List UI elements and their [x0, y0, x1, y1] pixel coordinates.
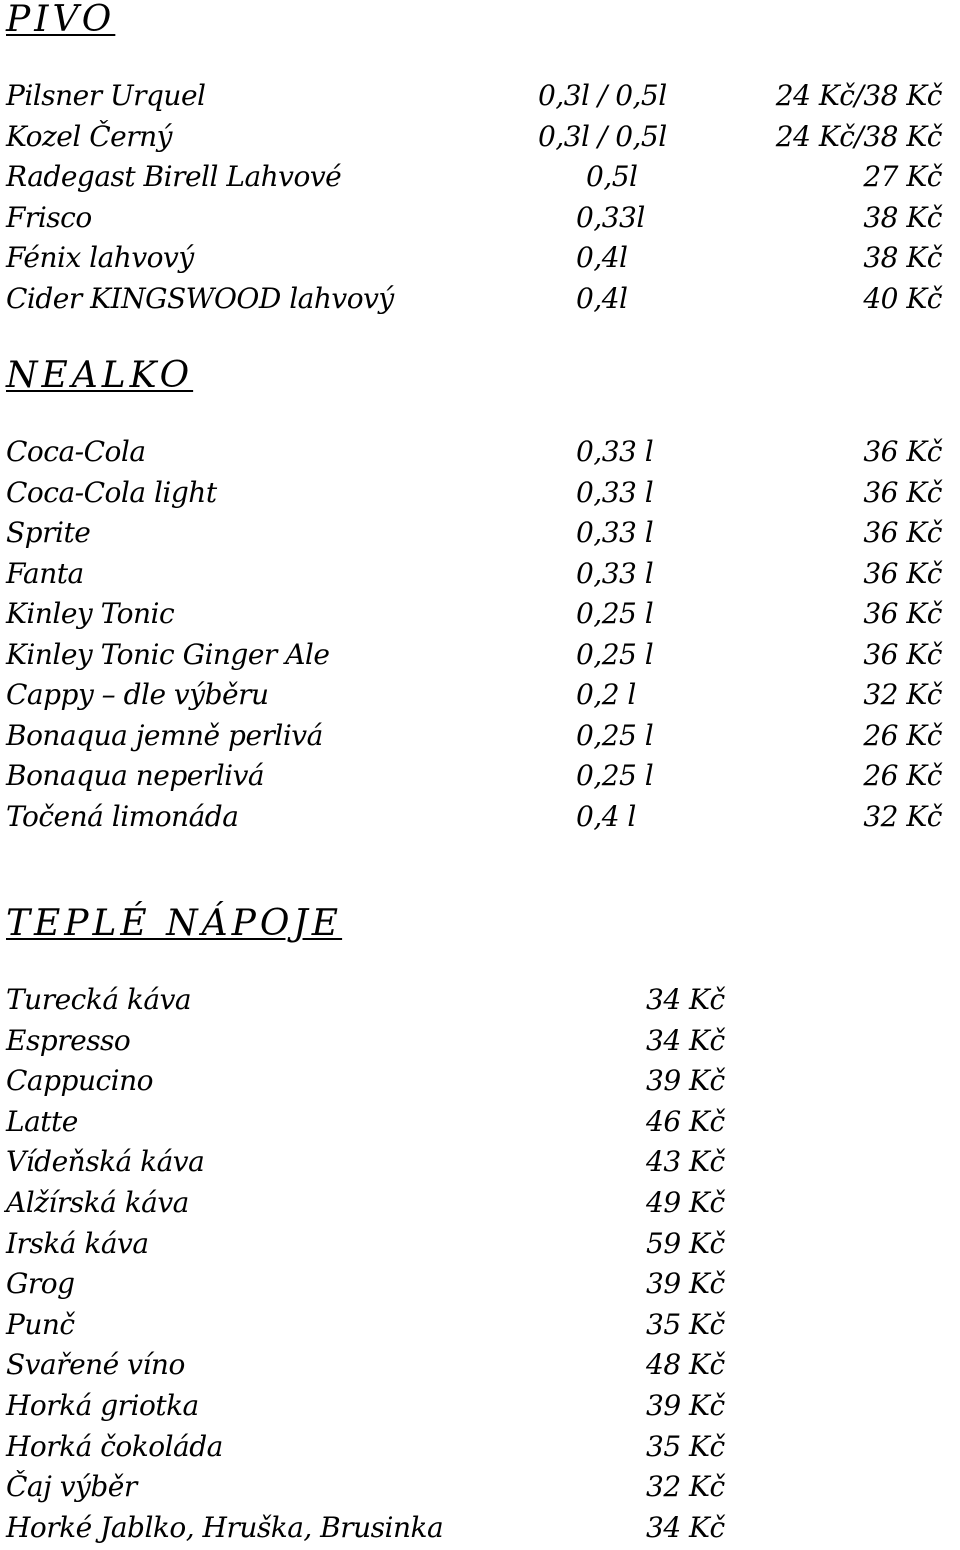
item-name: Vídeňská káva	[6, 1145, 205, 1179]
item-name: Irská káva	[6, 1226, 149, 1260]
item-name: Fanta	[6, 556, 84, 590]
item-name: Cappucino	[6, 1064, 154, 1098]
list-item	[6, 198, 954, 239]
item-volume: 0,25 l	[576, 759, 654, 792]
item-price: 24 Kč/38 Kč	[775, 119, 942, 153]
item-price: 26 Kč	[863, 759, 942, 792]
item-price: 26 Kč	[863, 718, 942, 752]
list-item	[6, 279, 954, 320]
item-volume: 0,33 l	[576, 556, 654, 590]
item-price: 35 Kč	[646, 1429, 725, 1463]
list-item	[6, 1061, 954, 1102]
item-name: Bonaqua jemně perlivá	[6, 718, 323, 752]
hot-drinks-list	[6, 980, 954, 1548]
list-item	[6, 1264, 954, 1305]
item-name: Bonaqua neperlivá	[6, 759, 265, 792]
list-item	[6, 1508, 954, 1549]
item-price: 49 Kč	[646, 1185, 725, 1219]
item-name: Sprite	[6, 516, 91, 549]
item-price: 39 Kč	[646, 1388, 725, 1422]
item-price: 46 Kč	[646, 1104, 725, 1138]
list-item	[6, 1183, 954, 1224]
item-price: 38 Kč	[863, 200, 942, 234]
item-volume: 0,33l	[576, 200, 645, 234]
list-item	[6, 594, 954, 635]
item-volume: 0,4l	[576, 241, 628, 274]
item-name: Cappy – dle výběru	[6, 678, 269, 711]
item-price: 27 Kč	[863, 160, 942, 193]
item-volume: 0,33 l	[576, 475, 654, 509]
item-price: 32 Kč	[863, 799, 942, 833]
item-price: 43 Kč	[646, 1145, 725, 1179]
list-item	[6, 1305, 954, 1346]
list-item	[6, 980, 954, 1021]
item-name: Coca-Cola light	[6, 475, 217, 509]
list-item	[6, 1102, 954, 1143]
item-price: 59 Kč	[646, 1226, 725, 1260]
list-item	[6, 675, 954, 716]
item-name: Horká griotka	[6, 1388, 199, 1422]
section-title-teple-napoje: TEPLÉ NÁPOJE	[6, 903, 343, 944]
item-price: 36 Kč	[863, 597, 942, 630]
item-name: Kinley Tonic	[6, 597, 175, 630]
item-price: 36 Kč	[863, 556, 942, 590]
list-item	[6, 238, 954, 279]
soft-drinks-list	[6, 432, 954, 837]
item-volume: 0,25 l	[576, 637, 654, 671]
list-item	[6, 432, 954, 473]
item-volume: 0,3l / 0,5l	[538, 119, 667, 153]
list-item	[6, 1224, 954, 1265]
item-price: 40 Kč	[863, 281, 942, 315]
item-volume: 0,33 l	[576, 435, 654, 468]
list-item	[6, 756, 954, 797]
item-price: 34 Kč	[646, 1510, 725, 1544]
item-price: 24 Kč/38 Kč	[775, 79, 942, 112]
list-item	[6, 1021, 954, 1062]
item-price: 32 Kč	[646, 1470, 725, 1504]
item-name: Grog	[6, 1267, 75, 1301]
list-item	[6, 76, 954, 117]
item-name: Točená limonáda	[6, 799, 239, 833]
item-name: Coca-Cola	[6, 435, 146, 468]
list-item	[6, 716, 954, 757]
list-item	[6, 635, 954, 676]
item-price: 34 Kč	[646, 983, 725, 1016]
item-name: Alžírská káva	[6, 1185, 189, 1219]
list-item	[6, 1386, 954, 1427]
item-volume: 0,33 l	[576, 516, 654, 549]
item-volume: 0,3l / 0,5l	[538, 79, 667, 112]
list-item	[6, 513, 954, 554]
beer-list	[6, 76, 954, 319]
item-name: Frisco	[6, 200, 92, 234]
item-price: 38 Kč	[863, 241, 942, 274]
list-item	[6, 797, 954, 838]
list-item	[6, 1345, 954, 1386]
item-volume: 0,2 l	[576, 678, 636, 711]
item-name: Radegast Birell Lahvové	[6, 160, 342, 193]
section-title-pivo: PIVO	[6, 0, 116, 40]
item-name: Espresso	[6, 1023, 131, 1057]
list-item	[6, 1427, 954, 1468]
item-name: Kinley Tonic Ginger Ale	[6, 637, 330, 671]
item-price: 34 Kč	[646, 1023, 725, 1057]
item-name: Pilsner Urquel	[6, 79, 206, 112]
item-name: Fénix lahvový	[6, 241, 194, 274]
item-volume: 0,25 l	[576, 597, 654, 630]
list-item	[6, 473, 954, 514]
list-item	[6, 157, 954, 198]
list-item	[6, 1467, 954, 1508]
item-volume: 0,4 l	[576, 799, 636, 833]
item-price: 39 Kč	[646, 1267, 725, 1301]
item-price: 39 Kč	[646, 1064, 725, 1098]
item-name: Horká čokoláda	[6, 1429, 223, 1463]
item-name: Turecká káva	[6, 983, 192, 1016]
list-item	[6, 1142, 954, 1183]
item-name: Svařené víno	[6, 1348, 185, 1382]
item-volume: 0,5l	[586, 160, 638, 193]
item-price: 36 Kč	[863, 475, 942, 509]
item-price: 36 Kč	[863, 516, 942, 549]
item-name: Horké Jablko, Hruška, Brusinka	[6, 1510, 444, 1544]
item-price: 36 Kč	[863, 637, 942, 671]
item-name: Punč	[6, 1307, 75, 1341]
item-name: Kozel Černý	[6, 119, 172, 153]
item-volume: 0,25 l	[576, 718, 654, 752]
item-volume: 0,4l	[576, 281, 628, 315]
item-price: 32 Kč	[863, 678, 942, 711]
list-item	[6, 554, 954, 595]
list-item	[6, 117, 954, 158]
item-name: Latte	[6, 1104, 78, 1138]
item-price: 48 Kč	[646, 1348, 725, 1382]
section-title-nealko: NEALKO	[6, 355, 194, 396]
item-price: 36 Kč	[863, 435, 942, 468]
item-price: 35 Kč	[646, 1307, 725, 1341]
item-name: Čaj výběr	[6, 1470, 137, 1504]
item-name: Cider KINGSWOOD lahvový	[6, 281, 394, 315]
